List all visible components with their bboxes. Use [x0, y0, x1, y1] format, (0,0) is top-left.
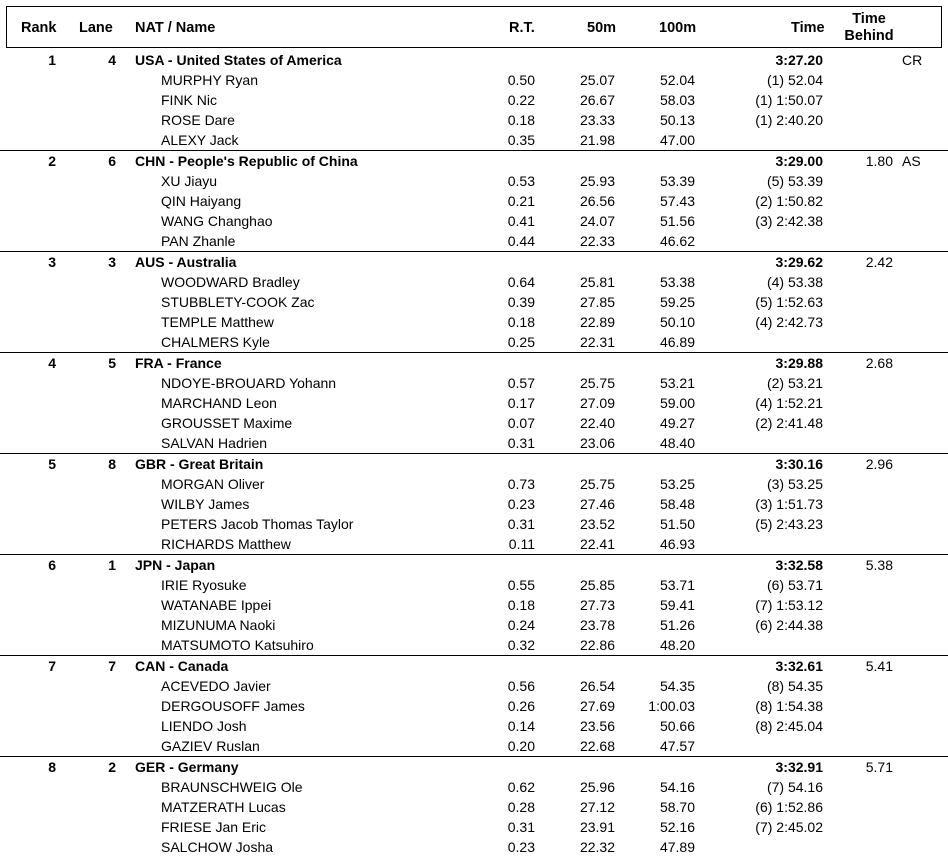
reaction-time: 0.25 [507, 334, 535, 350]
swimmer-row [0, 817, 948, 837]
cumulative-split: (2) 1:50.82 [755, 193, 823, 209]
split-50m: 22.31 [579, 334, 615, 350]
swimmer-name: SALCHOW Josha [161, 839, 274, 855]
split-50m: 25.07 [579, 72, 615, 88]
team-name: GBR - Great Britain [135, 456, 264, 472]
reaction-time: 0.22 [507, 92, 535, 108]
split-50m: 27.46 [579, 496, 615, 512]
cumulative-split: (7) 1:53.12 [755, 597, 823, 613]
swimmer-row [0, 575, 948, 595]
team-name: CHN - People's Republic of China [135, 153, 358, 169]
split-50m: 25.93 [579, 173, 615, 189]
team-time: 3:32.61 [775, 658, 823, 674]
swimmer-name: QIN Haiyang [161, 193, 242, 209]
reaction-time: 0.20 [507, 738, 535, 754]
swimmer-row [0, 534, 948, 554]
swimmer-name: FINK Nic [161, 92, 217, 108]
swimmer-name: CHALMERS Kyle [161, 334, 270, 350]
split-50m: 26.54 [579, 678, 615, 694]
cumulative-split: (4) 2:42.73 [755, 314, 823, 330]
swimmer-row [0, 90, 948, 110]
split-50m: 22.68 [579, 738, 615, 754]
split-50m: 23.91 [579, 819, 615, 835]
team-name: JPN - Japan [135, 557, 216, 573]
team-rank: 1 [48, 52, 56, 68]
swimmer-row [0, 413, 948, 433]
swimmer-row [0, 474, 948, 494]
reaction-time: 0.44 [507, 233, 535, 249]
swimmer-row [0, 231, 948, 251]
reaction-time: 0.31 [507, 819, 535, 835]
cumulative-split: (8) 2:45.04 [755, 718, 823, 734]
reaction-time: 0.18 [507, 314, 535, 330]
team-lane: 3 [108, 254, 116, 270]
team-row [0, 554, 948, 575]
swimmer-name: STUBBLETY-COOK Zac [161, 294, 315, 310]
split-100m: 53.38 [659, 274, 695, 290]
cumulative-split: (3) 2:42.38 [755, 213, 823, 229]
cumulative-split: (5) 2:43.23 [755, 516, 823, 532]
split-100m: 58.70 [659, 799, 695, 815]
header-name: NAT / Name [135, 20, 216, 36]
swimmer-name: WOODWARD Bradley [161, 274, 300, 290]
team-name: GER - Germany [135, 759, 239, 775]
team-time: 3:30.16 [775, 456, 823, 472]
team-row [0, 655, 948, 676]
split-100m: 1:00.03 [648, 698, 695, 714]
split-100m: 58.03 [659, 92, 695, 108]
team-name: CAN - Canada [135, 658, 229, 674]
time-behind: 2.42 [865, 254, 893, 270]
swimmer-name: MURPHY Ryan [161, 72, 258, 88]
swimmer-row [0, 332, 948, 352]
reaction-time: 0.39 [507, 294, 535, 310]
time-behind: 5.71 [865, 759, 893, 775]
split-50m: 23.78 [579, 617, 615, 633]
team-lane: 7 [108, 658, 116, 674]
split-50m: 22.33 [579, 233, 615, 249]
team-lane: 6 [108, 153, 116, 169]
split-100m: 46.89 [659, 334, 695, 350]
cumulative-split: (2) 2:41.48 [755, 415, 823, 431]
header-50m: 50m [587, 20, 617, 36]
swimmer-name: XU Jiayu [161, 173, 218, 189]
swimmer-name: FRIESE Jan Eric [161, 819, 267, 835]
cumulative-split: (8) 1:54.38 [755, 698, 823, 714]
time-behind: 5.41 [865, 658, 893, 674]
team-time: 3:29.00 [775, 153, 823, 169]
swimmer-row [0, 837, 948, 857]
cumulative-split: (6) 2:44.38 [755, 617, 823, 633]
split-50m: 22.32 [579, 839, 615, 855]
header-time-behind-line1: Time [852, 11, 886, 27]
team-rank: 5 [48, 456, 56, 472]
team-rank: 2 [48, 153, 56, 169]
team-rank: 4 [48, 355, 56, 371]
split-100m: 59.25 [659, 294, 695, 310]
swimmer-row [0, 595, 948, 615]
split-100m: 50.66 [659, 718, 695, 734]
team-time: 3:32.58 [775, 557, 823, 573]
results-table-body [0, 50, 948, 857]
split-100m: 48.40 [659, 435, 695, 451]
cumulative-split: (7) 2:45.02 [755, 819, 823, 835]
swimmer-name: SALVAN Hadrien [161, 435, 268, 451]
split-100m: 49.27 [659, 415, 695, 431]
swimmer-row [0, 494, 948, 514]
team-lane: 8 [108, 456, 116, 472]
swimmer-name: IRIE Ryosuke [161, 577, 247, 593]
split-50m: 22.41 [579, 536, 615, 552]
split-50m: 25.96 [579, 779, 615, 795]
time-behind: 1.80 [865, 153, 893, 169]
swimmer-name: BRAUNSCHWEIG Ole [161, 779, 303, 795]
split-100m: 51.26 [659, 617, 695, 633]
cumulative-split: (6) 53.71 [766, 577, 823, 593]
record-badge: AS [902, 153, 921, 169]
reaction-time: 0.55 [507, 577, 535, 593]
reaction-time: 0.23 [507, 496, 535, 512]
swimmer-row [0, 211, 948, 231]
team-time: 3:29.88 [775, 355, 823, 371]
swimmer-name: LIENDO Josh [161, 718, 247, 734]
reaction-time: 0.35 [507, 132, 535, 148]
swimmer-name: GROUSSET Maxime [161, 415, 293, 431]
split-50m: 25.75 [579, 476, 615, 492]
header-time-behind-line2: Behind [844, 28, 894, 44]
cumulative-split: (4) 1:52.21 [755, 395, 823, 411]
team-rank: 3 [48, 254, 56, 270]
team-name: AUS - Australia [135, 254, 237, 270]
swimmer-row [0, 635, 948, 655]
team-name: USA - United States of America [135, 52, 342, 68]
reaction-time: 0.18 [507, 597, 535, 613]
team-row [0, 150, 948, 171]
split-50m: 23.06 [579, 435, 615, 451]
split-100m: 53.71 [659, 577, 695, 593]
team-time: 3:27.20 [775, 52, 823, 68]
reaction-time: 0.41 [507, 213, 535, 229]
swimmer-row [0, 393, 948, 413]
split-50m: 22.40 [579, 415, 615, 431]
cumulative-split: (7) 54.16 [766, 779, 823, 795]
split-50m: 23.56 [579, 718, 615, 734]
header-rt: R.T. [509, 20, 535, 36]
reaction-time: 0.28 [507, 799, 535, 815]
swimmer-row [0, 191, 948, 211]
reaction-time: 0.53 [507, 173, 535, 189]
team-row [0, 50, 948, 70]
header-rank: Rank [21, 20, 57, 36]
reaction-time: 0.64 [507, 274, 535, 290]
split-50m: 26.67 [579, 92, 615, 108]
split-100m: 54.16 [659, 779, 695, 795]
team-lane: 2 [108, 759, 116, 775]
reaction-time: 0.17 [507, 395, 535, 411]
split-100m: 59.41 [659, 597, 695, 613]
swimmer-name: MATZERATH Lucas [161, 799, 286, 815]
split-100m: 58.48 [659, 496, 695, 512]
reaction-time: 0.31 [507, 435, 535, 451]
split-50m: 25.81 [579, 274, 615, 290]
swimmer-row [0, 615, 948, 635]
split-100m: 53.21 [659, 375, 695, 391]
swimmer-row [0, 272, 948, 292]
split-50m: 22.86 [579, 637, 615, 653]
time-behind: 2.96 [865, 456, 893, 472]
swimmer-name: WATANABE Ippei [161, 597, 272, 613]
reaction-time: 0.32 [507, 637, 535, 653]
team-time: 3:32.91 [775, 759, 823, 775]
swimmer-name: MIZUNUMA Naoki [161, 617, 276, 633]
reaction-time: 0.11 [508, 536, 535, 552]
team-lane: 1 [108, 557, 116, 573]
swimmer-row [0, 777, 948, 797]
team-row [0, 251, 948, 272]
swimmer-row [0, 797, 948, 817]
team-row [0, 453, 948, 474]
swimmer-name: PAN Zhanle [161, 233, 236, 249]
cumulative-split: (6) 1:52.86 [755, 799, 823, 815]
split-100m: 59.00 [659, 395, 695, 411]
swimmer-row [0, 292, 948, 312]
team-lane: 5 [108, 355, 116, 371]
swimmer-name: TEMPLE Matthew [161, 314, 274, 330]
swimmer-name: ACEVEDO Javier [161, 678, 271, 694]
split-100m: 51.50 [659, 516, 695, 532]
split-50m: 25.85 [579, 577, 615, 593]
split-100m: 46.93 [659, 536, 695, 552]
swimmer-name: DERGOUSOFF James [161, 698, 305, 714]
reaction-time: 0.31 [507, 516, 535, 532]
split-100m: 53.39 [659, 173, 695, 189]
cumulative-split: (3) 53.25 [766, 476, 823, 492]
reaction-time: 0.50 [507, 72, 535, 88]
cumulative-split: (4) 53.38 [766, 274, 823, 290]
swimmer-name: MARCHAND Leon [161, 395, 277, 411]
swimmer-name: WILBY James [161, 496, 250, 512]
reaction-time: 0.56 [507, 678, 535, 694]
swimmer-row [0, 312, 948, 332]
swimmer-row [0, 130, 948, 150]
split-100m: 46.62 [659, 233, 695, 249]
swimmer-name: ALEXY Jack [161, 132, 239, 148]
swimmer-row [0, 696, 948, 716]
record-badge: CR [902, 52, 923, 68]
cumulative-split: (3) 1:51.73 [755, 496, 823, 512]
split-50m: 22.89 [579, 314, 615, 330]
swimmer-row [0, 373, 948, 393]
swimmer-name: MORGAN Oliver [161, 476, 265, 492]
team-lane: 4 [108, 52, 116, 68]
cumulative-split: (1) 1:50.07 [755, 92, 823, 108]
split-50m: 27.09 [579, 395, 615, 411]
split-50m: 23.33 [579, 112, 615, 128]
swimmer-row [0, 433, 948, 453]
team-row [0, 352, 948, 373]
swimmer-name: NDOYE-BROUARD Yohann [161, 375, 337, 391]
split-50m: 24.07 [579, 213, 615, 229]
swimmer-row [0, 676, 948, 696]
split-100m: 47.00 [659, 132, 695, 148]
cumulative-split: (5) 1:52.63 [755, 294, 823, 310]
cumulative-split: (5) 53.39 [766, 173, 823, 189]
split-50m: 23.52 [579, 516, 615, 532]
split-100m: 52.04 [659, 72, 695, 88]
split-50m: 21.98 [579, 132, 615, 148]
split-50m: 25.75 [579, 375, 615, 391]
swimmer-row [0, 110, 948, 130]
swimmer-row [0, 736, 948, 756]
split-100m: 50.10 [659, 314, 695, 330]
swimmer-name: WANG Changhao [161, 213, 273, 229]
swimmer-name: RICHARDS Matthew [161, 536, 291, 552]
split-50m: 26.56 [579, 193, 615, 209]
swimmer-row [0, 171, 948, 191]
header-100m: 100m [659, 20, 697, 36]
team-rank: 7 [48, 658, 56, 674]
split-50m: 27.12 [579, 799, 615, 815]
team-rank: 6 [48, 557, 56, 573]
reaction-time: 0.18 [507, 112, 535, 128]
split-100m: 53.25 [659, 476, 695, 492]
results-table-header [6, 6, 942, 48]
swimmer-name: ROSE Dare [161, 112, 235, 128]
team-name: FRA - France [135, 355, 222, 371]
team-rank: 8 [48, 759, 56, 775]
swimmer-row [0, 514, 948, 534]
time-behind: 2.68 [865, 355, 893, 371]
reaction-time: 0.26 [507, 698, 535, 714]
reaction-time: 0.23 [507, 839, 535, 855]
split-100m: 47.89 [659, 839, 695, 855]
split-100m: 54.35 [659, 678, 695, 694]
split-100m: 57.43 [659, 193, 695, 209]
swimmer-row [0, 716, 948, 736]
team-time: 3:29.62 [775, 254, 823, 270]
swimmer-name: PETERS Jacob Thomas Taylor [161, 516, 354, 532]
cumulative-split: (2) 53.21 [766, 375, 823, 391]
split-100m: 52.16 [659, 819, 695, 835]
header-time-behind [839, 11, 899, 45]
reaction-time: 0.57 [507, 375, 535, 391]
split-100m: 50.13 [659, 112, 695, 128]
reaction-time: 0.14 [507, 718, 535, 734]
swimmer-name: GAZIEV Ruslan [161, 738, 260, 754]
header-time: Time [791, 20, 825, 36]
reaction-time: 0.07 [507, 415, 535, 431]
reaction-time: 0.62 [507, 779, 535, 795]
swimmer-row [0, 70, 948, 90]
reaction-time: 0.24 [507, 617, 535, 633]
split-50m: 27.73 [579, 597, 615, 613]
time-behind: 5.38 [865, 557, 893, 573]
team-row [0, 756, 948, 777]
header-lane: Lane [79, 20, 113, 36]
split-50m: 27.85 [579, 294, 615, 310]
reaction-time: 0.21 [507, 193, 535, 209]
split-100m: 51.56 [659, 213, 695, 229]
split-50m: 27.69 [579, 698, 615, 714]
cumulative-split: (1) 52.04 [766, 72, 823, 88]
swimmer-name: MATSUMOTO Katsuhiro [161, 637, 314, 653]
split-100m: 47.57 [659, 738, 695, 754]
cumulative-split: (8) 54.35 [766, 678, 823, 694]
cumulative-split: (1) 2:40.20 [755, 112, 823, 128]
reaction-time: 0.73 [507, 476, 535, 492]
split-100m: 48.20 [659, 637, 695, 653]
